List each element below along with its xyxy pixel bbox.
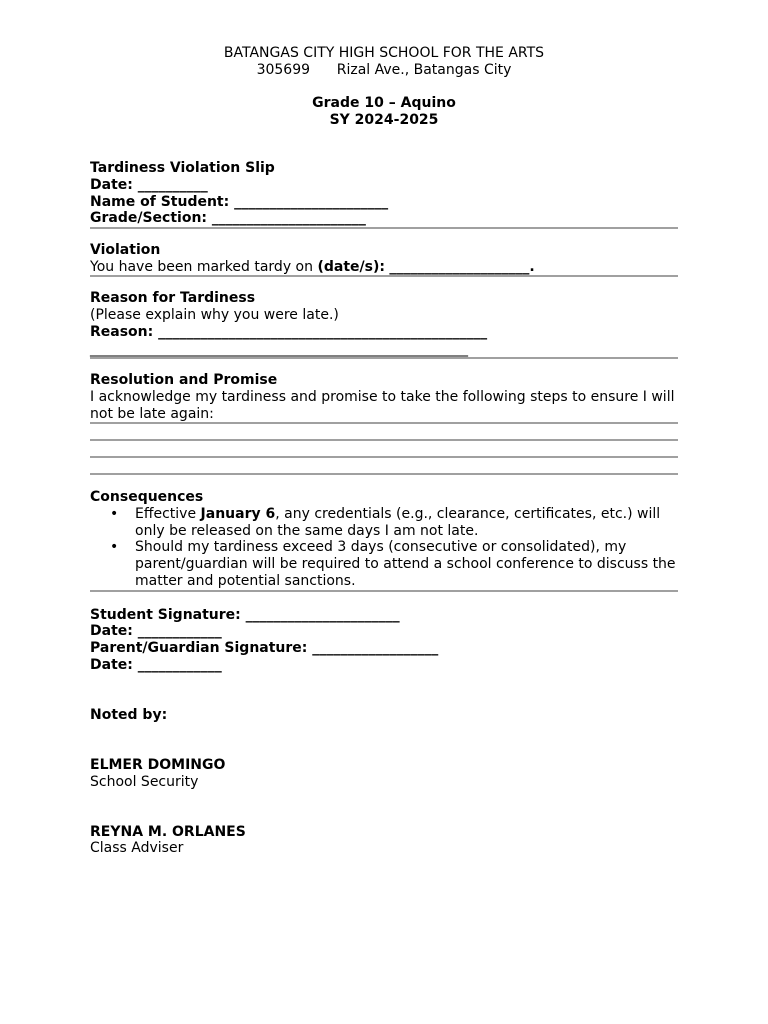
grade-section-title: Grade 10 – Aquino — [312, 95, 456, 112]
parent-signature-field — [90, 640, 678, 657]
student-date-label: Date: — [90, 623, 133, 640]
resolution-heading: Resolution and Promise — [90, 372, 278, 389]
resolution-text: I acknowledge my tardiness and promise to take the following steps to ensure I will not be late again: — [90, 388, 675, 422]
grade-section-blank: ______________________ — [211, 210, 366, 227]
reason-blank-2: ______________________________________________________ — [90, 340, 468, 357]
consequences-heading: Consequences — [90, 489, 204, 506]
bullet-icon: • — [110, 539, 119, 556]
date-blank: __________ — [137, 176, 208, 193]
student-date-field — [90, 623, 678, 640]
consequence-item-1 — [90, 506, 678, 539]
school-year: SY 2024-2025 — [329, 111, 439, 128]
parent-date-blank: ____________ — [137, 656, 222, 673]
violation-dates-label: (date/s): — [317, 258, 385, 275]
parent-signature-label: Parent/Guardian Signature: — [90, 639, 308, 656]
parent-date-field — [90, 657, 678, 674]
parent-date-label: Date: — [90, 656, 133, 673]
student-signature-label: Student Signature: — [90, 606, 241, 623]
reason-heading: Reason for Tardiness — [90, 290, 256, 307]
violation-dates-blank: ____________________. — [389, 258, 535, 275]
grade-section-field — [90, 210, 678, 227]
student-name-label: Name of Student: — [90, 193, 230, 210]
consequences-list — [90, 506, 678, 590]
date-field — [90, 177, 678, 194]
reason-label: Reason: — [90, 323, 154, 340]
student-name-blank: ______________________ — [234, 193, 389, 210]
school-id: 305699 — [256, 61, 311, 78]
school-name: BATANGAS CITY HIGH SCHOOL FOR THE ARTS — [223, 45, 545, 61]
slip-title: Tardiness Violation Slip — [90, 160, 275, 177]
consequence-item-2 — [90, 539, 678, 589]
date-label: Date: — [90, 176, 133, 193]
document-page — [90, 45, 678, 857]
violation-heading: Violation — [90, 242, 161, 258]
parent-signature-blank: __________________ — [312, 639, 439, 656]
noted-by-label: Noted by: — [90, 706, 168, 723]
reason-field — [90, 324, 678, 341]
grade-section-label: Grade/Section: — [90, 210, 208, 227]
security-name: ELMER DOMINGO — [90, 756, 226, 773]
consequence-2-text: Should my tardiness exceed 3 days (consecutive or consolidated), my parent/guardian will be required to attend a school conference to discuss the matter and potential sanctions. — [135, 539, 676, 589]
consequence-1-pre: Effective — [135, 506, 197, 523]
student-signature-field — [90, 607, 678, 624]
reason-blank-1: _______________________________________________ — [158, 323, 488, 340]
consequence-1-date: January 6 — [200, 506, 276, 523]
student-signature-blank: ______________________ — [245, 606, 400, 623]
school-address: Rizal Ave., Batangas City — [336, 61, 512, 78]
school-id-address — [90, 62, 678, 79]
security-role: School Security — [90, 773, 199, 790]
student-name-field — [90, 194, 678, 211]
consequence-1-post: , any credentials (e.g., clearance, certificates, etc.) will only be released on the same days I am not late. — [135, 506, 661, 539]
violation-sentence: You have been marked tardy on — [90, 258, 313, 275]
adviser-name: REYNA M. ORLANES — [90, 823, 246, 840]
adviser-role: Class Adviser — [90, 840, 184, 857]
reason-instruction: (Please explain why you were late.) — [90, 307, 339, 324]
violation-text — [90, 259, 678, 276]
bullet-icon: • — [110, 506, 119, 523]
student-date-blank: ____________ — [137, 623, 222, 640]
